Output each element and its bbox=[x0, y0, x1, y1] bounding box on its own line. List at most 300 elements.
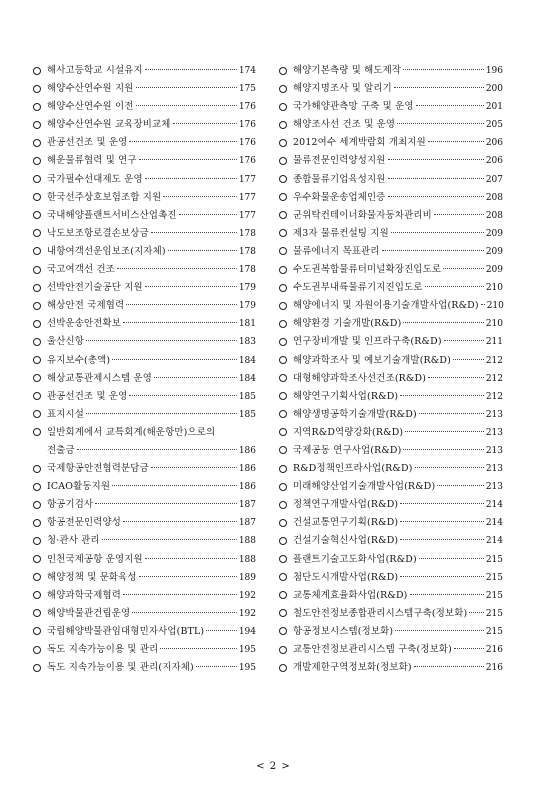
toc-page-number: 206 bbox=[485, 138, 503, 149]
toc-item-title: 한국선주상호보험조합 지원 bbox=[47, 191, 162, 203]
toc-page-number: 209 bbox=[485, 246, 503, 257]
dot-leader bbox=[391, 232, 484, 233]
toc-page-number: 214 bbox=[485, 518, 503, 529]
toc-page-number: 215 bbox=[485, 572, 503, 583]
toc-item bbox=[33, 207, 256, 225]
dot-leader bbox=[414, 666, 484, 667]
dot-leader bbox=[382, 250, 484, 251]
toc-item bbox=[279, 189, 503, 207]
circle-bullet-icon bbox=[33, 85, 41, 93]
dot-leader bbox=[415, 467, 484, 468]
circle-bullet-icon bbox=[279, 157, 287, 165]
dot-leader bbox=[112, 359, 237, 360]
circle-bullet-icon bbox=[33, 302, 41, 310]
toc-page-number: 216 bbox=[485, 663, 503, 674]
circle-bullet-icon bbox=[279, 103, 287, 111]
dot-leader bbox=[179, 214, 237, 215]
toc-item-title: 국립해양박물관임대형민자사업(BTL) bbox=[47, 625, 205, 637]
toc-item-title: 선박안전기술공단 지원 bbox=[47, 282, 143, 294]
circle-bullet-icon bbox=[279, 573, 287, 581]
toc-item bbox=[33, 279, 256, 297]
toc-item bbox=[279, 171, 503, 189]
circle-bullet-icon bbox=[33, 374, 41, 382]
toc-page-number: 213 bbox=[485, 482, 503, 493]
toc-page-number: 196 bbox=[485, 66, 503, 76]
dot-leader bbox=[102, 539, 237, 540]
dot-leader bbox=[145, 558, 237, 559]
dot-leader bbox=[444, 340, 484, 341]
toc-page-number: 211 bbox=[485, 337, 503, 348]
dot-leader bbox=[154, 377, 237, 378]
circle-bullet-icon bbox=[33, 193, 41, 201]
toc-item-title: 국가해양관측망 구축 및 운영 bbox=[293, 101, 414, 113]
circle-bullet-icon bbox=[279, 537, 287, 545]
toc-item bbox=[33, 352, 256, 370]
dot-leader bbox=[160, 648, 236, 649]
toc-page-number: 212 bbox=[485, 373, 503, 384]
dot-leader bbox=[434, 214, 484, 215]
toc-item-title: 청·관사 관리 bbox=[47, 535, 100, 547]
toc-item bbox=[279, 424, 503, 442]
toc-item bbox=[33, 587, 256, 605]
dot-leader bbox=[443, 268, 484, 269]
toc-item-title: 수도권부내륙물류기지진입도로 bbox=[293, 282, 423, 294]
toc-item-title: 국고여객선 건조 bbox=[47, 264, 115, 276]
toc-item-title: 철도안전정보종합관리시스템구축(정보화) bbox=[293, 607, 468, 619]
dot-leader bbox=[145, 178, 237, 179]
toc-item-title: 2012여수 세계박람회 개최지원 bbox=[293, 137, 426, 149]
circle-bullet-icon bbox=[279, 247, 287, 255]
dot-leader bbox=[151, 467, 237, 468]
dot-leader bbox=[454, 648, 484, 649]
toc-page-number: 216 bbox=[485, 645, 503, 655]
toc-page-number: 195 bbox=[238, 645, 256, 655]
circle-bullet-icon bbox=[279, 627, 287, 635]
toc-item bbox=[279, 225, 503, 243]
toc-item-title: 건설교통연구기획(R&D) bbox=[293, 517, 399, 529]
circle-bullet-icon bbox=[33, 211, 41, 219]
toc-item-title: 대형해양과학조사선건조(R&D) bbox=[293, 372, 427, 384]
toc-item-title: 종합물류기업육성지원 bbox=[293, 173, 386, 185]
toc-item bbox=[279, 623, 503, 641]
circle-bullet-icon bbox=[33, 103, 41, 111]
toc-item-title: 일반회계에서 교특회계(해운항만)으로의 bbox=[47, 426, 216, 438]
toc-item-title: 해양수산연수원 지원 bbox=[47, 83, 134, 95]
circle-bullet-icon bbox=[33, 157, 41, 165]
dot-leader bbox=[397, 123, 484, 124]
toc-item-title: 해상교통관제시스템 운영 bbox=[47, 372, 152, 384]
dot-leader bbox=[129, 141, 236, 142]
dot-leader bbox=[206, 630, 237, 631]
toc-page-number: 213 bbox=[485, 427, 503, 438]
toc-page-number: 176 bbox=[238, 156, 256, 167]
toc-item-title: 표지시설 bbox=[47, 408, 85, 420]
circle-bullet-icon bbox=[279, 501, 287, 509]
toc-item bbox=[279, 478, 503, 496]
toc-item bbox=[33, 62, 256, 80]
toc-item bbox=[279, 569, 503, 587]
toc-page-number: 213 bbox=[485, 409, 503, 420]
dot-leader bbox=[173, 123, 237, 124]
toc-item-title: 교통안전정보관리시스템 구축(정보화) bbox=[293, 644, 452, 655]
toc-item bbox=[279, 80, 503, 98]
toc-item-title: 내항여객선운임보조(지자체) bbox=[47, 245, 166, 257]
dot-leader bbox=[403, 322, 483, 323]
dot-leader bbox=[481, 304, 485, 305]
toc-item bbox=[33, 406, 256, 424]
dot-leader bbox=[425, 286, 484, 287]
circle-bullet-icon bbox=[279, 519, 287, 527]
dot-leader bbox=[123, 594, 237, 595]
toc-page-number: 215 bbox=[485, 554, 503, 565]
circle-bullet-icon bbox=[33, 501, 41, 509]
toc-item bbox=[33, 623, 256, 641]
toc-item bbox=[279, 116, 503, 134]
circle-bullet-icon bbox=[279, 266, 287, 274]
circle-bullet-icon bbox=[33, 555, 41, 563]
toc-item bbox=[279, 261, 503, 279]
toc-item bbox=[279, 98, 503, 116]
toc-item bbox=[33, 116, 256, 134]
toc-item bbox=[279, 532, 503, 550]
toc-item-title: 유지보수(총액) bbox=[47, 354, 111, 366]
toc-item-title: 항공기검사 bbox=[47, 499, 94, 511]
toc-page-number: 174 bbox=[238, 66, 256, 76]
toc-item bbox=[279, 514, 503, 532]
toc-item-title: 해양과학조사 및 예보기술개발(R&D) bbox=[293, 354, 451, 366]
toc-item-title: 건설기술혁신사업(R&D) bbox=[293, 535, 399, 547]
circle-bullet-icon bbox=[33, 627, 41, 635]
toc-page-number: 189 bbox=[238, 572, 256, 583]
toc-page-number: 178 bbox=[238, 228, 256, 239]
toc-page-number: 194 bbox=[238, 626, 256, 637]
toc-item bbox=[33, 514, 256, 532]
toc-page-number: 181 bbox=[238, 319, 256, 330]
dot-leader bbox=[388, 178, 484, 179]
toc-page-number: 177 bbox=[238, 174, 256, 185]
circle-bullet-icon bbox=[279, 67, 287, 75]
toc-page-number: 192 bbox=[238, 608, 256, 619]
toc-item bbox=[279, 460, 503, 478]
toc-item-title: 해양생명공학기술개발(R&D) bbox=[293, 408, 417, 420]
toc-item bbox=[33, 569, 256, 587]
dot-leader bbox=[117, 268, 237, 269]
circle-bullet-icon bbox=[33, 266, 41, 274]
toc-page-number: 176 bbox=[238, 102, 256, 113]
toc-item bbox=[279, 62, 503, 80]
toc-item-title: 독도 지속가능이용 및 관리(지자체) bbox=[47, 662, 194, 674]
toc-item bbox=[279, 134, 503, 152]
toc-page-number: 176 bbox=[238, 138, 256, 149]
dot-leader bbox=[77, 449, 237, 450]
toc-item bbox=[33, 134, 256, 152]
circle-bullet-icon bbox=[279, 121, 287, 129]
dot-leader bbox=[132, 612, 237, 613]
dot-leader bbox=[168, 250, 237, 251]
circle-bullet-icon bbox=[33, 175, 41, 183]
toc-item bbox=[33, 460, 256, 478]
dot-leader bbox=[86, 413, 237, 414]
dot-leader bbox=[196, 666, 237, 667]
toc-item-title: 물류전문인력양성지원 bbox=[293, 155, 386, 167]
circle-bullet-icon bbox=[279, 591, 287, 599]
dot-leader bbox=[126, 304, 237, 305]
dot-leader bbox=[400, 576, 484, 577]
toc-item bbox=[279, 152, 503, 170]
toc-item bbox=[33, 659, 256, 677]
toc-item-title: 개발제한구역정보화(정보화) bbox=[293, 662, 412, 674]
circle-bullet-icon bbox=[279, 211, 287, 219]
circle-bullet-icon bbox=[33, 465, 41, 473]
circle-bullet-icon bbox=[279, 483, 287, 491]
toc-page-number: 176 bbox=[238, 120, 256, 131]
toc-item-title: 울산신항 bbox=[47, 336, 85, 348]
toc-item bbox=[279, 605, 503, 623]
toc-page-number: 186 bbox=[238, 482, 256, 493]
toc-item-title: 해운물류협력 및 연구 bbox=[47, 155, 137, 167]
circle-bullet-icon bbox=[33, 664, 41, 672]
toc-page-number: 208 bbox=[485, 192, 503, 203]
toc-item-title: 해양연구기획사업(R&D) bbox=[293, 390, 399, 402]
toc-item bbox=[279, 442, 503, 460]
toc-item-title: 관공선건조 및 운영 bbox=[47, 390, 128, 402]
toc-item-title: 군위탁컨테이너화물자동차관리비 bbox=[293, 209, 432, 221]
circle-bullet-icon bbox=[33, 247, 41, 255]
circle-bullet-icon bbox=[279, 646, 287, 654]
circle-bullet-icon bbox=[33, 428, 41, 436]
toc-item bbox=[33, 189, 256, 207]
toc-item bbox=[33, 171, 256, 189]
dot-leader bbox=[400, 503, 484, 504]
dot-leader bbox=[403, 449, 483, 450]
toc-item bbox=[279, 388, 503, 406]
circle-bullet-icon bbox=[33, 320, 41, 328]
toc-page-number: 192 bbox=[238, 590, 256, 601]
circle-bullet-icon bbox=[279, 284, 287, 292]
toc-page-number: 214 bbox=[485, 536, 503, 547]
toc-item bbox=[33, 225, 256, 243]
dot-leader bbox=[129, 395, 236, 396]
circle-bullet-icon bbox=[279, 374, 287, 382]
dot-leader bbox=[139, 576, 237, 577]
toc-page-number: 201 bbox=[485, 102, 503, 113]
toc-item bbox=[279, 315, 503, 333]
dot-leader bbox=[403, 69, 484, 70]
toc-item bbox=[33, 261, 256, 279]
toc-page-number: 207 bbox=[485, 174, 503, 185]
circle-bullet-icon bbox=[279, 320, 287, 328]
toc-page-number: 215 bbox=[485, 608, 503, 619]
toc-page-number: 209 bbox=[485, 228, 503, 239]
toc-item-title: 교통체계효율화사업(R&D) bbox=[293, 589, 408, 601]
toc-item bbox=[33, 388, 256, 406]
toc-item bbox=[33, 98, 256, 116]
toc-item-title: 국제공동 연구사업(R&D) bbox=[293, 444, 402, 456]
toc-item-title: 국가필수선대제도 운영 bbox=[47, 173, 143, 185]
dot-leader bbox=[400, 521, 484, 522]
circle-bullet-icon bbox=[279, 664, 287, 672]
toc-item-title: 해양기본측량 및 해도제작 bbox=[293, 65, 402, 76]
toc-page-number: 179 bbox=[238, 301, 256, 312]
circle-bullet-icon bbox=[33, 139, 41, 147]
circle-bullet-icon bbox=[33, 591, 41, 599]
toc-item bbox=[33, 496, 256, 514]
circle-bullet-icon bbox=[33, 483, 41, 491]
toc-item-title: R&D정책인프라사업(R&D) bbox=[293, 463, 413, 475]
dot-leader bbox=[469, 612, 483, 613]
toc-page-number: 179 bbox=[238, 283, 256, 294]
toc-item-title: 해양수산연수원 이전 bbox=[47, 101, 134, 113]
circle-bullet-icon bbox=[279, 392, 287, 400]
circle-bullet-icon bbox=[33, 392, 41, 400]
toc-page-number: 195 bbox=[238, 663, 256, 674]
dot-leader bbox=[394, 87, 484, 88]
toc-item-title: 해양정책 및 문화육성 bbox=[47, 571, 137, 583]
toc-item bbox=[33, 532, 256, 550]
toc-item bbox=[33, 152, 256, 170]
circle-bullet-icon bbox=[33, 410, 41, 418]
toc-page-number: 185 bbox=[238, 391, 256, 402]
circle-bullet-icon bbox=[279, 229, 287, 237]
dot-leader bbox=[410, 594, 484, 595]
toc-item-title: 해양과학국제협력 bbox=[47, 589, 122, 601]
toc-item-title: 미래해양산업기술개발사업(R&D) bbox=[293, 481, 436, 493]
toc-item bbox=[279, 496, 503, 514]
circle-bullet-icon bbox=[33, 519, 41, 527]
toc-item-title: 해양환경 기술개발(R&D) bbox=[293, 318, 402, 330]
dot-leader bbox=[145, 69, 237, 70]
circle-bullet-icon bbox=[279, 428, 287, 436]
dot-leader bbox=[405, 431, 484, 432]
toc-item-title: 제3자 물류컨설팅 지원 bbox=[293, 227, 389, 239]
circle-bullet-icon bbox=[33, 573, 41, 581]
toc-item-title: 해양조사선 건조 및 운영 bbox=[293, 119, 396, 131]
dot-leader bbox=[151, 232, 237, 233]
circle-bullet-icon bbox=[279, 139, 287, 147]
toc-item-title: 국제항공안전협력분담금 bbox=[47, 463, 149, 475]
toc-item bbox=[279, 243, 503, 261]
dot-leader bbox=[416, 105, 484, 106]
toc-item-title: 항공전문인력양성 bbox=[47, 517, 122, 529]
circle-bullet-icon bbox=[33, 284, 41, 292]
dot-leader bbox=[453, 359, 484, 360]
toc-page-number: 215 bbox=[485, 626, 503, 637]
toc-item bbox=[279, 406, 503, 424]
dot-leader bbox=[136, 87, 237, 88]
circle-bullet-icon bbox=[33, 609, 41, 617]
toc-item bbox=[279, 370, 503, 388]
toc-page-number: 186 bbox=[238, 464, 256, 475]
toc-left-column bbox=[33, 62, 256, 677]
toc-item bbox=[279, 587, 503, 605]
circle-bullet-icon bbox=[279, 302, 287, 310]
dot-leader bbox=[428, 377, 484, 378]
toc-item bbox=[279, 279, 503, 297]
toc-item-title: 해양박물관건립운영 bbox=[47, 607, 131, 619]
toc-item-title: 인천국제공항 운영지원 bbox=[47, 553, 143, 565]
dot-leader bbox=[388, 196, 484, 197]
dot-leader bbox=[163, 196, 237, 197]
dot-leader bbox=[112, 485, 237, 486]
dot-leader bbox=[388, 159, 484, 160]
toc-page-number: 208 bbox=[485, 210, 503, 221]
toc-page-number: 209 bbox=[485, 265, 503, 276]
toc-page-number: 205 bbox=[485, 120, 503, 131]
dot-leader bbox=[139, 159, 237, 160]
toc-page-number: 188 bbox=[238, 536, 256, 547]
toc-right-column bbox=[279, 62, 503, 677]
toc-item-title: 첨단도시개발사업(R&D) bbox=[293, 571, 399, 583]
dot-leader bbox=[86, 340, 237, 341]
dot-leader bbox=[123, 322, 237, 323]
toc-page-number: 214 bbox=[485, 500, 503, 511]
toc-page-number: 213 bbox=[485, 464, 503, 475]
toc-item-title: 해상안전 국제협력 bbox=[47, 300, 125, 312]
circle-bullet-icon bbox=[33, 121, 41, 129]
toc-item bbox=[279, 207, 503, 225]
circle-bullet-icon bbox=[33, 646, 41, 654]
toc-item-title: 전출금 bbox=[47, 444, 75, 456]
toc-item-title: 수도권복합물류터미널확장진입도로 bbox=[293, 264, 442, 276]
toc-item bbox=[33, 424, 256, 460]
toc-page-number: 175 bbox=[238, 84, 256, 95]
circle-bullet-icon bbox=[33, 229, 41, 237]
toc-page-number: 177 bbox=[238, 192, 256, 203]
toc-item bbox=[279, 641, 503, 659]
circle-bullet-icon bbox=[279, 175, 287, 183]
toc-page-number: 212 bbox=[485, 355, 503, 366]
toc-page-number: 184 bbox=[238, 355, 256, 366]
dot-leader bbox=[428, 141, 484, 142]
toc-item-title: ICAO활동지원 bbox=[47, 481, 111, 493]
toc-item-title: 해사고등학교 시설유지 bbox=[47, 65, 143, 76]
circle-bullet-icon bbox=[33, 537, 41, 545]
toc-item bbox=[33, 551, 256, 569]
circle-bullet-icon bbox=[279, 446, 287, 454]
toc-item-title: 우수화물운송업체인증 bbox=[293, 191, 386, 203]
toc-item-title: 국내해양플랜트서비스산업촉진 bbox=[47, 209, 177, 221]
toc-page-number: 213 bbox=[485, 445, 503, 456]
dot-leader bbox=[123, 521, 237, 522]
toc-item-title: 지역R&D역량강화(R&D) bbox=[293, 426, 404, 438]
toc-item bbox=[33, 315, 256, 333]
circle-bullet-icon bbox=[279, 555, 287, 563]
toc-page-number: 183 bbox=[238, 337, 256, 348]
dot-leader bbox=[419, 558, 484, 559]
dot-leader bbox=[437, 485, 484, 486]
toc-page-number: 186 bbox=[238, 445, 256, 456]
toc-item bbox=[279, 659, 503, 677]
toc-item bbox=[279, 551, 503, 569]
toc-item-title: 낙도보조항로결손보상금 bbox=[47, 227, 149, 239]
toc-item bbox=[33, 80, 256, 98]
toc-item-title: 해양수산연수원 교육장비교체 bbox=[47, 119, 171, 131]
toc-item-title: 연구장비개발 및 인프라구축(R&D) bbox=[293, 336, 442, 348]
toc-item bbox=[33, 478, 256, 496]
page-number: < 2 > bbox=[256, 761, 291, 772]
circle-bullet-icon bbox=[33, 67, 41, 75]
toc-page-number: 210 bbox=[485, 283, 503, 294]
toc-page-number: 185 bbox=[238, 409, 256, 420]
toc-item-title: 독도 지속가능이용 및 관리 bbox=[47, 644, 159, 655]
toc-item-title: 항공정보시스템(정보화) bbox=[293, 625, 394, 637]
dot-leader bbox=[395, 630, 484, 631]
toc-item bbox=[33, 605, 256, 623]
toc-item-title: 관공선건조 및 운영 bbox=[47, 137, 128, 149]
dot-leader bbox=[400, 395, 484, 396]
circle-bullet-icon bbox=[279, 356, 287, 364]
toc-item-title: 해양지명조사 및 알리기 bbox=[293, 83, 392, 95]
